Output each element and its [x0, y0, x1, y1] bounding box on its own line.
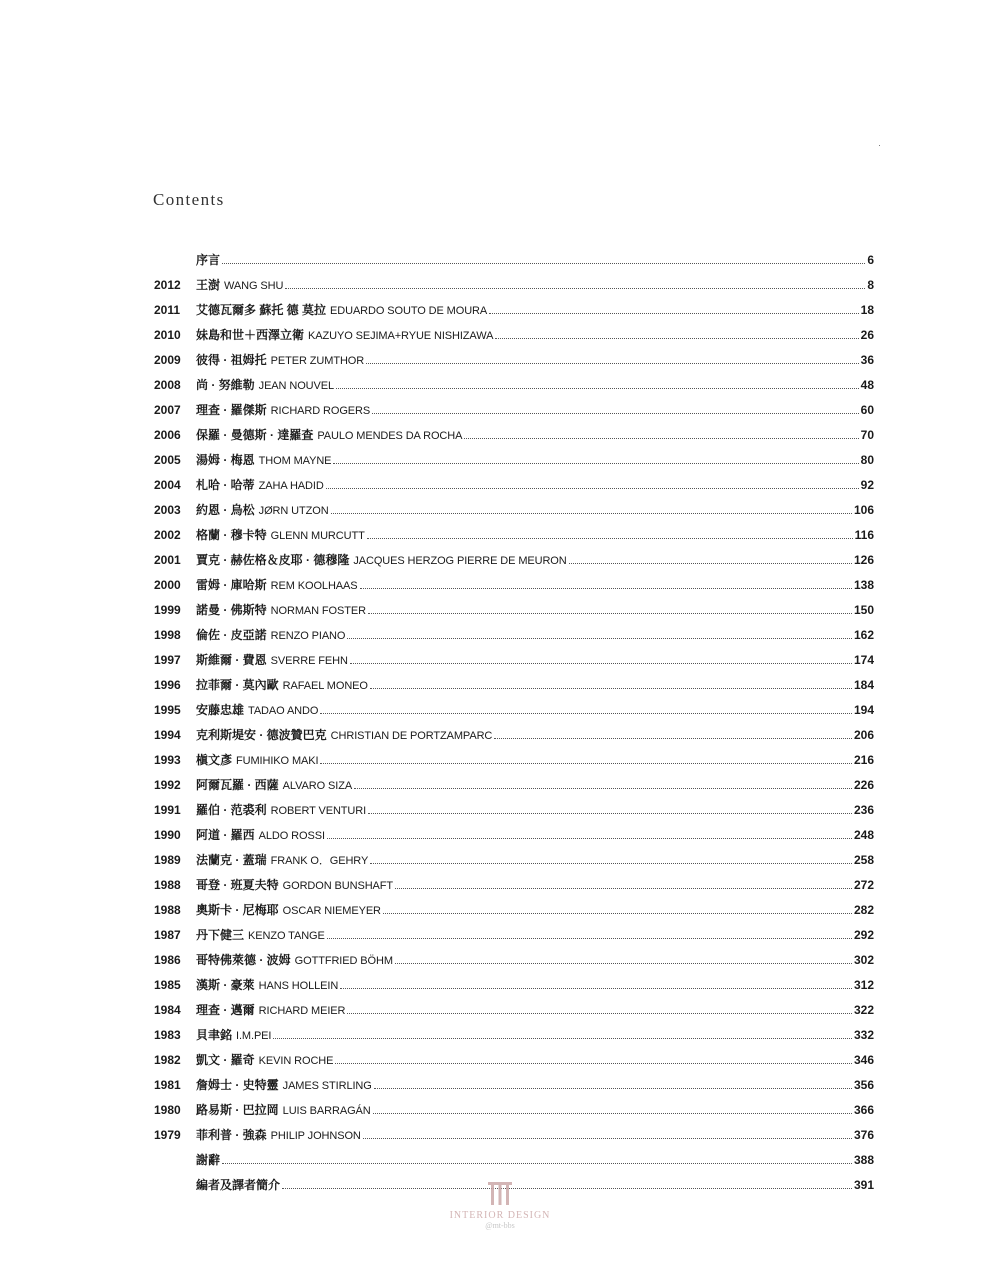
toc-english-name: FUMIHIKO MAKI — [236, 755, 319, 767]
toc-year: 1992 — [154, 778, 181, 792]
toc-year: 2004 — [154, 478, 181, 492]
toc-entry[interactable] — [154, 823, 874, 848]
toc-page-number: 48 — [860, 378, 874, 392]
toc-entry[interactable] — [154, 873, 874, 898]
toc-entry[interactable] — [154, 748, 874, 773]
toc-entry[interactable] — [154, 998, 874, 1023]
toc-english-name: JEAN NOUVEL — [258, 380, 334, 392]
toc-english-name: JAMES STIRLING — [282, 1080, 372, 1092]
dot-leader — [363, 1137, 852, 1139]
toc-year: 1997 — [154, 653, 181, 667]
dot-leader — [367, 537, 853, 539]
toc-english-name: ALDO ROSSI — [258, 830, 325, 842]
toc-chinese-name: 漢斯 · 豪萊 — [196, 978, 255, 992]
toc-chinese-name: 克利斯堤安 · 德波贊巴克 — [196, 728, 327, 742]
toc-year: 1995 — [154, 703, 181, 717]
dot-leader — [327, 937, 852, 939]
toc-page-number: 292 — [853, 928, 874, 942]
corner-mark: · — [878, 140, 881, 150]
toc-page-number: 174 — [853, 653, 874, 667]
toc-chinese-name: 拉菲爾 · 莫內歐 — [196, 678, 279, 692]
dot-leader — [354, 787, 852, 789]
toc-chinese-name: 丹下健三 — [196, 928, 245, 942]
watermark-text: INTERIOR DESIGN — [449, 1210, 551, 1221]
toc-chinese-name: 編者及譯者簡介 — [196, 1178, 281, 1192]
toc-english-name: RICHARD MEIER — [258, 1005, 346, 1017]
toc-page-number: 138 — [853, 578, 874, 592]
toc-page-number: 376 — [853, 1128, 874, 1142]
toc-english-name: ZAHA HADID — [258, 480, 324, 492]
toc-page-number: 258 — [853, 853, 874, 867]
toc-chinese-name: 斯維爾 · 費恩 — [196, 653, 267, 667]
toc-year: 2012 — [154, 278, 181, 292]
toc-english-name: KENZO TANGE — [248, 930, 325, 942]
contents-heading: Contents — [153, 190, 225, 209]
toc-english-name: WANG SHU — [224, 280, 284, 292]
toc-chinese-name: 理查 · 邁爾 — [196, 1003, 255, 1017]
toc-chinese-name: 艾德瓦爾多 蘇托 德 莫拉 — [196, 303, 327, 317]
toc-entry[interactable] — [154, 623, 874, 648]
toc-chinese-name: 雷姆 · 庫哈斯 — [196, 578, 267, 592]
toc-english-name: I.M.PEI — [236, 1030, 272, 1042]
toc-entry[interactable] — [154, 973, 874, 998]
dot-leader — [494, 737, 852, 739]
toc-page-number: 391 — [853, 1178, 874, 1192]
toc-entry[interactable] — [154, 1048, 874, 1073]
toc-page-number: 184 — [853, 678, 874, 692]
toc-chinese-name: 阿爾瓦羅 · 西薩 — [196, 778, 279, 792]
toc-english-name: THOM MAYNE — [258, 455, 332, 467]
toc-entry[interactable] — [154, 548, 874, 573]
dot-leader — [383, 912, 852, 914]
toc-chinese-name: 阿道 · 羅西 — [196, 828, 255, 842]
table-of-contents — [154, 248, 874, 1198]
toc-entry[interactable] — [154, 773, 874, 798]
toc-year: 2000 — [154, 578, 181, 592]
toc-entry[interactable] — [154, 1098, 874, 1123]
toc-year: 2011 — [154, 303, 181, 317]
dot-leader — [395, 962, 852, 964]
toc-entry[interactable] — [154, 498, 874, 523]
toc-english-name: JACQUES HERZOG PIERRE DE MEURON — [353, 555, 567, 567]
dot-leader — [373, 1112, 852, 1114]
toc-page-number: 26 — [860, 328, 874, 342]
toc-year: 1996 — [154, 678, 181, 692]
toc-chinese-name: 理查 · 羅傑斯 — [196, 403, 267, 417]
toc-page-number: 356 — [853, 1078, 874, 1092]
toc-page-number: 92 — [860, 478, 874, 492]
toc-page-number: 8 — [867, 278, 874, 292]
toc-year: 2008 — [154, 378, 181, 392]
toc-chinese-name: 菲利普 · 強森 — [196, 1128, 267, 1142]
dot-leader — [360, 587, 852, 589]
toc-chinese-name: 王澍 — [196, 278, 221, 292]
dot-leader — [333, 462, 858, 464]
toc-chinese-name: 賈克 · 赫佐格＆皮耶 · 德穆隆 — [196, 553, 350, 567]
toc-page-number: 332 — [853, 1028, 874, 1042]
toc-english-name: OSCAR NIEMEYER — [282, 905, 381, 917]
toc-year: 1984 — [154, 1003, 181, 1017]
toc-english-name: ROBERT VENTURI — [270, 805, 367, 817]
toc-entry[interactable] — [154, 673, 874, 698]
toc-page-number: 272 — [853, 878, 874, 892]
toc-entry[interactable] — [154, 1148, 874, 1173]
toc-year: 1989 — [154, 853, 181, 867]
toc-year: 2005 — [154, 453, 181, 467]
toc-chinese-name: 安藤忠雄 — [196, 703, 245, 717]
dot-leader — [374, 1087, 852, 1089]
toc-page-number: 6 — [867, 253, 874, 267]
toc-english-name: RENZO PIANO — [270, 630, 346, 642]
toc-chinese-name: 法蘭克 · 蓋瑞 — [196, 853, 267, 867]
toc-page-number: 236 — [853, 803, 874, 817]
toc-english-name: CHRISTIAN DE PORTZAMPARC — [330, 730, 493, 742]
toc-english-name: RICHARD ROGERS — [270, 405, 371, 417]
toc-english-name: PHILIP JOHNSON — [270, 1130, 361, 1142]
toc-english-name: LUIS BARRAGÁN — [282, 1105, 371, 1117]
toc-year: 1990 — [154, 828, 181, 842]
toc-year: 1993 — [154, 753, 181, 767]
watermark-logo-icon — [485, 1180, 515, 1208]
dot-leader — [489, 312, 859, 314]
toc-page-number: 106 — [853, 503, 874, 517]
toc-page-number: 312 — [853, 978, 874, 992]
toc-english-name: JØRN UTZON — [258, 505, 329, 517]
toc-chinese-name: 札哈 · 哈蒂 — [196, 478, 255, 492]
toc-english-name: NORMAN FOSTER — [270, 605, 366, 617]
toc-entry[interactable] — [154, 923, 874, 948]
toc-chinese-name: 彼得 · 祖姆托 — [196, 353, 267, 367]
dot-leader — [331, 512, 852, 514]
toc-entry[interactable] — [154, 698, 874, 723]
toc-page-number: 70 — [860, 428, 874, 442]
dot-leader — [273, 1037, 852, 1039]
toc-page-number: 248 — [853, 828, 874, 842]
dot-leader — [569, 562, 852, 564]
dot-leader — [340, 987, 852, 989]
dot-leader — [326, 487, 859, 489]
toc-english-name: GOTTFRIED BÖHM — [294, 955, 393, 967]
toc-page-number: 162 — [853, 628, 874, 642]
dot-leader — [320, 712, 852, 714]
toc-year: 1998 — [154, 628, 181, 642]
toc-entry[interactable] — [154, 523, 874, 548]
toc-entry[interactable] — [154, 573, 874, 598]
toc-entry[interactable] — [154, 848, 874, 873]
toc-year: 1999 — [154, 603, 181, 617]
toc-english-name: KAZUYO SEJIMA+RYUE NISHIZAWA — [308, 330, 494, 342]
toc-year: 2003 — [154, 503, 181, 517]
toc-year: 1988 — [154, 878, 181, 892]
dot-leader — [464, 437, 858, 439]
toc-year: 2006 — [154, 428, 181, 442]
toc-entry[interactable] — [154, 948, 874, 973]
dot-leader — [350, 662, 852, 664]
toc-year: 2010 — [154, 328, 181, 342]
toc-entry[interactable] — [154, 448, 874, 473]
dot-leader — [368, 812, 852, 814]
toc-english-name: EDUARDO SOUTO DE MOURA — [330, 305, 488, 317]
toc-entry[interactable] — [154, 798, 874, 823]
toc-year: 1979 — [154, 1128, 181, 1142]
toc-year: 1987 — [154, 928, 181, 942]
dot-leader — [372, 412, 859, 414]
toc-entry[interactable] — [154, 723, 874, 748]
toc-entry[interactable] — [154, 473, 874, 498]
dot-leader — [370, 862, 852, 864]
toc-year: 1981 — [154, 1078, 181, 1092]
toc-english-name: GLENN MURCUTT — [270, 530, 365, 542]
dot-leader — [368, 612, 852, 614]
dot-leader — [222, 262, 865, 264]
toc-chinese-name: 湯姆 · 梅恩 — [196, 453, 255, 467]
toc-entry[interactable] — [154, 273, 874, 298]
toc-chinese-name: 哥特佛萊德 · 波姆 — [196, 953, 291, 967]
toc-chinese-name: 諾曼 · 佛斯特 — [196, 603, 267, 617]
toc-page-number: 60 — [860, 403, 874, 417]
toc-chinese-name: 倫佐 · 皮亞諾 — [196, 628, 267, 642]
dot-leader — [320, 762, 852, 764]
dot-leader — [282, 1187, 852, 1189]
toc-chinese-name: 奧斯卡 · 尼梅耶 — [196, 903, 279, 917]
dot-leader — [366, 362, 859, 364]
toc-entry[interactable] — [154, 423, 874, 448]
toc-year: 1983 — [154, 1028, 181, 1042]
dot-leader — [370, 687, 852, 689]
toc-english-name: RAFAEL MONEO — [282, 680, 368, 692]
toc-page-number: 302 — [853, 953, 874, 967]
dot-leader — [495, 337, 858, 339]
toc-chinese-name: 槇文彥 — [196, 753, 233, 767]
dot-leader — [327, 837, 852, 839]
toc-year: 1991 — [154, 803, 181, 817]
toc-entry[interactable] — [154, 648, 874, 673]
toc-year: 2002 — [154, 528, 181, 542]
toc-entry[interactable] — [154, 898, 874, 923]
toc-page-number: 216 — [853, 753, 874, 767]
toc-year: 1986 — [154, 953, 181, 967]
toc-chinese-name: 凱文 · 羅奇 — [196, 1053, 255, 1067]
toc-entry[interactable] — [154, 598, 874, 623]
toc-chinese-name: 詹姆士 · 史特靈 — [196, 1078, 279, 1092]
toc-english-name: TADAO ANDO — [248, 705, 319, 717]
toc-chinese-name: 保羅 · 曼德斯 · 達羅查 — [196, 428, 314, 442]
toc-english-name: PETER ZUMTHOR — [270, 355, 365, 367]
toc-year: 2009 — [154, 353, 181, 367]
toc-year: 1980 — [154, 1103, 181, 1117]
toc-chinese-name: 羅伯 · 范裘利 — [196, 803, 267, 817]
toc-entry[interactable] — [154, 398, 874, 423]
toc-page-number: 206 — [853, 728, 874, 742]
toc-entry[interactable] — [154, 1073, 874, 1098]
toc-chinese-name: 貝聿銘 — [196, 1028, 233, 1042]
toc-chinese-name: 謝辭 — [196, 1153, 221, 1167]
toc-english-name: HANS HOLLEIN — [258, 980, 339, 992]
toc-page-number: 194 — [853, 703, 874, 717]
toc-page-number: 322 — [853, 1003, 874, 1017]
toc-chinese-name: 格蘭 · 穆卡特 — [196, 528, 267, 542]
toc-page-number: 388 — [853, 1153, 874, 1167]
toc-page-number: 150 — [853, 603, 874, 617]
toc-year: 1982 — [154, 1053, 181, 1067]
dot-leader — [222, 1162, 852, 1164]
dot-leader — [347, 637, 852, 639]
toc-page-number: 226 — [853, 778, 874, 792]
toc-entry[interactable] — [154, 1123, 874, 1148]
toc-entry[interactable] — [154, 298, 874, 323]
toc-english-name: KEVIN ROCHE — [258, 1055, 334, 1067]
toc-english-name: PAULO MENDES DA ROCHA — [317, 430, 463, 442]
toc-entry[interactable] — [154, 373, 874, 398]
toc-entry[interactable] — [154, 323, 874, 348]
toc-page-number: 346 — [853, 1053, 874, 1067]
dot-leader — [336, 387, 859, 389]
watermark — [440, 1180, 560, 1230]
toc-chinese-name: 路易斯 · 巴拉岡 — [196, 1103, 279, 1117]
toc-english-name: GORDON BUNSHAFT — [282, 880, 394, 892]
toc-chinese-name: 妹島和世＋西澤立衛 — [196, 328, 305, 342]
toc-entry[interactable] — [154, 1023, 874, 1048]
watermark-subtext: @mt-bbs — [485, 1221, 515, 1230]
toc-page-number: 366 — [853, 1103, 874, 1117]
toc-chinese-name: 哥登 · 班夏夫特 — [196, 878, 279, 892]
toc-page-number: 126 — [853, 553, 874, 567]
toc-year: 2007 — [154, 403, 181, 417]
toc-page-number: 36 — [860, 353, 874, 367]
toc-entry[interactable] — [154, 248, 874, 273]
toc-chinese-name: 約恩 · 烏松 — [196, 503, 255, 517]
toc-year: 1988 — [154, 903, 181, 917]
toc-chinese-name: 序言 — [196, 253, 221, 267]
dot-leader — [285, 287, 865, 289]
toc-year: 1994 — [154, 728, 181, 742]
toc-english-name: FRANK O．GEHRY — [270, 855, 369, 867]
toc-page-number: 116 — [854, 528, 874, 542]
toc-english-name: ALVARO SIZA — [282, 780, 353, 792]
toc-page-number: 18 — [860, 303, 874, 317]
toc-english-name: REM KOOLHAAS — [270, 580, 358, 592]
toc-page-number: 80 — [860, 453, 874, 467]
toc-entry[interactable] — [154, 348, 874, 373]
toc-chinese-name: 尚 · 努維勒 — [196, 378, 255, 392]
dot-leader — [335, 1062, 852, 1064]
toc-english-name: SVERRE FEHN — [270, 655, 348, 667]
dot-leader — [395, 887, 852, 889]
toc-year: 1985 — [154, 978, 181, 992]
toc-year: 2001 — [154, 553, 181, 567]
dot-leader — [347, 1012, 852, 1014]
toc-page-number: 282 — [853, 903, 874, 917]
